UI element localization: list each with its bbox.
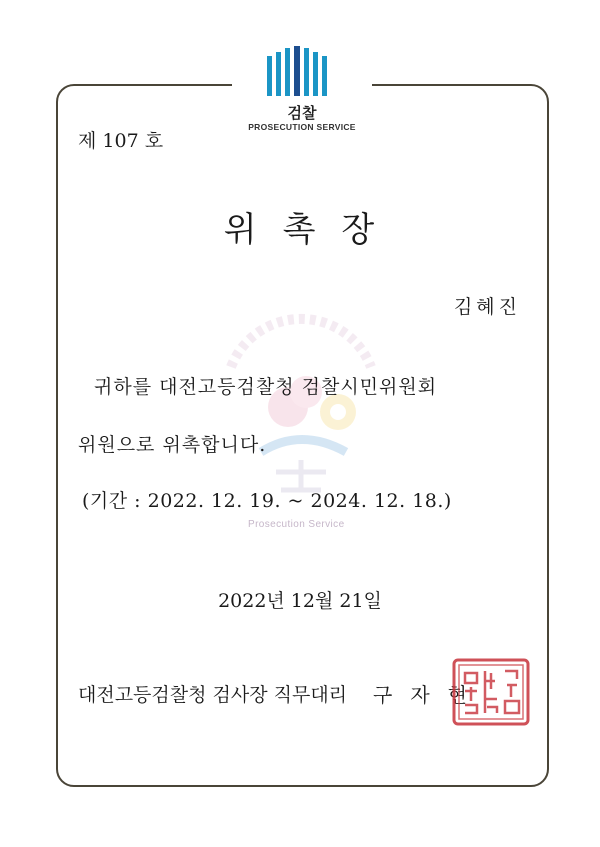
body-line-1: 귀하를 대전고등검찰청 검찰시민위원회 bbox=[94, 376, 438, 398]
prosecution-emblem-icon bbox=[267, 46, 337, 98]
logo-subtitle: PROSECUTION SERVICE bbox=[248, 122, 356, 132]
prosecution-logo bbox=[232, 40, 372, 140]
appointment-period: (기간 : 2022. 12. 19. ~ 2024. 12. 18.) bbox=[82, 490, 452, 512]
certificate-number: 제 107 호 bbox=[78, 130, 164, 152]
logo-name: 검찰 bbox=[287, 104, 317, 122]
issuer-title: 대전고등검찰청 검사장 직무대리 bbox=[78, 684, 348, 706]
official-seal-stamp-icon bbox=[451, 657, 531, 727]
issue-date: 2022년 12월 21일 bbox=[218, 590, 382, 612]
recipient-name: 김혜진 bbox=[453, 296, 521, 318]
watermark-subtitle: Prosecution Service bbox=[248, 519, 345, 530]
watermark-emblem-icon bbox=[196, 312, 406, 512]
issuer-name: 구자현 bbox=[373, 683, 485, 707]
certificate-title: 위촉장 bbox=[223, 210, 401, 250]
body-line-2: 위원으로 위촉합니다. bbox=[78, 434, 267, 456]
